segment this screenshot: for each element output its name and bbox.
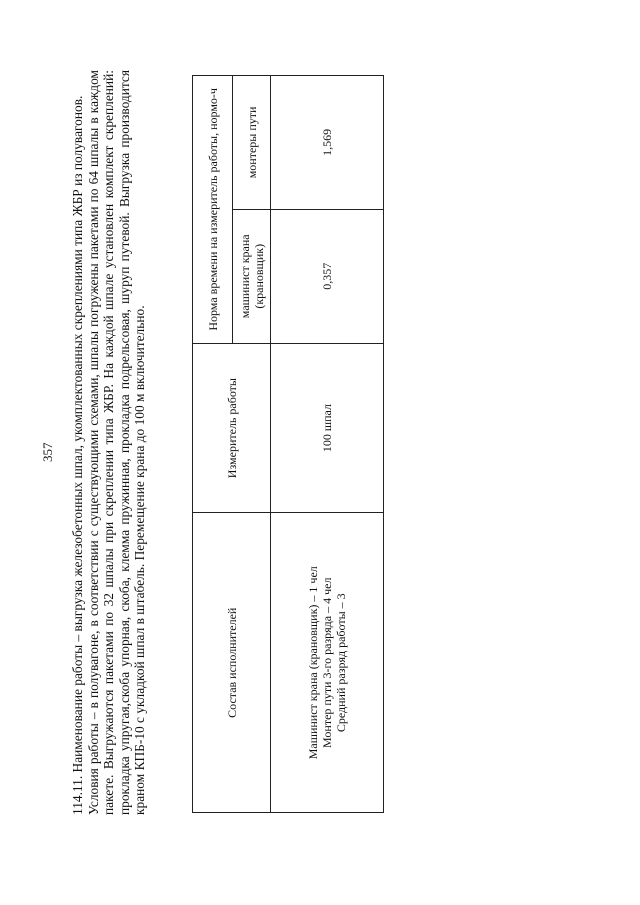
table-row <box>271 76 384 813</box>
page-number: 357 <box>40 442 55 462</box>
work-title-paragraph: 114.11. Наименование работы – выгрузка железобетонных шпал, укомплектованных скреплениями типа ЖБР из полувагонов. <box>70 95 85 815</box>
time-norm-table <box>192 75 384 813</box>
staff-line-crane-operator: Машинист крана (крановщик) – 1 чел <box>306 566 320 760</box>
header-track-fitters: монтеры пути <box>233 76 271 210</box>
cell-meter: 100 шпал <box>271 343 384 513</box>
cell-track-fitters-norm: 1,569 <box>271 76 384 210</box>
body-text <box>70 70 148 815</box>
cell-crane-operator-norm: 0,357 <box>271 209 384 343</box>
work-conditions-paragraph: Условия работы – в полувагоне, в соответствии с существующими схемами, шпалы погружены пакетами по 64 шпалы в каждом пакете. Выгружаются пакетами по 32 шпалы при скреплении типа ЖБР. На каждой шпале установлен комплект скреплений: прокладка упругая,скоба упорная, скоба, клемма пружинная, прокладка подрельсовая, шуруп путевой. Выгрузка производится краном КПБ-10 с укладкой шпал в штабель. Перемещение крана до 100 м включительно. <box>85 70 148 815</box>
cell-staff <box>271 513 384 813</box>
table-header-row <box>193 76 233 813</box>
header-meter: Измеритель работы <box>193 343 271 513</box>
header-norm: Норма времени на измеритель работы, нормо-ч <box>193 76 233 344</box>
header-staff: Состав исполнителей <box>193 513 271 813</box>
staff-line-average-grade: Средний разряд работы – 3 <box>334 593 348 733</box>
header-crane-operator: машинист крана (крановщик) <box>233 209 271 343</box>
staff-line-track-fitter: Монтер пути 3-го разряда – 4 чел <box>320 577 334 748</box>
